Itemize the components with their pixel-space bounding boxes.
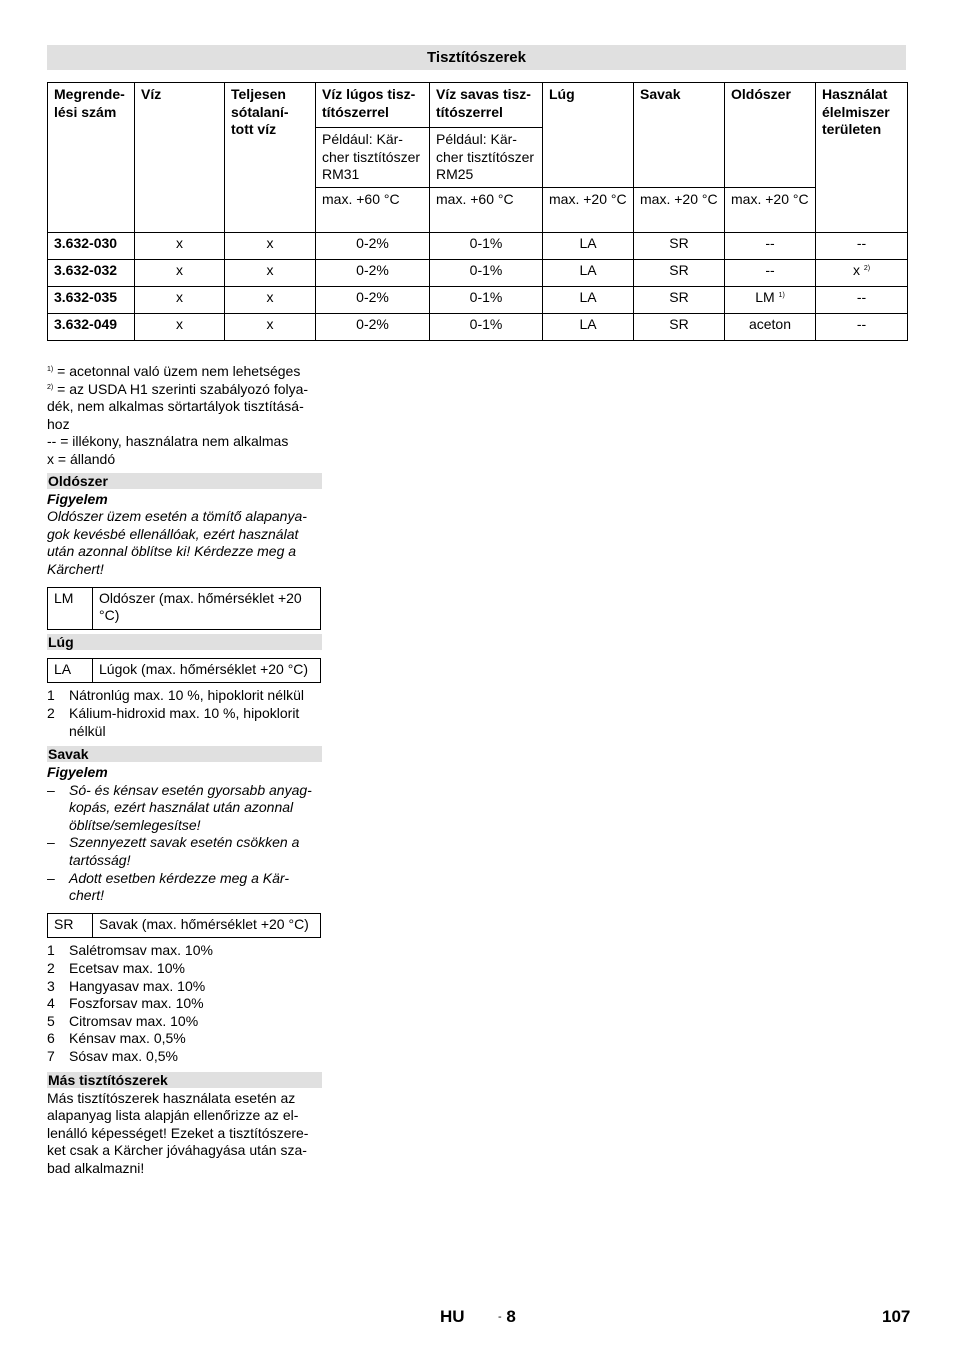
table-row: 3.632-049 x x 0-2% 0-1% LA SR aceton --	[48, 314, 908, 341]
page-number: 107	[882, 1307, 911, 1326]
example-acid: Például: Kär-cher tisztítószer RM25	[430, 128, 543, 188]
temp-acid: max. +60 °C	[430, 188, 543, 233]
list-item: 1 Salétromsav max. 10%	[47, 942, 213, 959]
header-alkaline-cleaner: Víz lúgos tisz-títószerrel	[316, 83, 430, 128]
footnote-x: x = állandó	[47, 450, 116, 467]
temp-lye: max. +20 °C	[543, 188, 634, 233]
footnote-1: $^{1)}$ = acetonnal való üzem nem lehetséges	[47, 363, 301, 379]
header-water: Víz	[135, 83, 225, 233]
footer-page: - 8	[498, 1307, 516, 1326]
attention-label: Figyelem	[47, 490, 108, 507]
list-item: 4 Foszforsav max. 10%	[47, 995, 204, 1012]
footnote-dash: -- = illékony, használatra nem alkalmas	[47, 433, 289, 450]
table-row: 3.632-035 x x 0-2% 0-1% LA SR LM $^{1)}$ --	[48, 287, 908, 314]
footer-language: HU	[440, 1307, 465, 1326]
footnote-mark: 2)	[863, 265, 871, 272]
list-item: 1 Nátronlúg max. 10 %, hipoklorit nélkül	[47, 687, 305, 704]
list-item: 2 Ecetsav max. 10%	[47, 960, 185, 977]
temp-alkaline: max. +60 °C	[316, 188, 430, 233]
header-food-use: Használat élelmiszer területen	[816, 83, 908, 233]
footnote-mark: 1)	[778, 292, 785, 299]
other-cleaners-text: Más tisztítószerek használata esetén az alapanyag lista alapján ellenőrizze az el-lenálló képességet! Ezeket a tisztítószere-ket csak a Kärcher jóváhagyása után sza-bad alkalmazni!	[47, 1089, 309, 1176]
heading-solvent: Oldószer	[47, 473, 322, 489]
heading-acids: Savak	[47, 746, 322, 762]
header-lye: Lúg	[543, 83, 634, 188]
cleaning-agents-table	[47, 82, 908, 341]
table-header-row	[48, 83, 908, 128]
header-solvent: Oldószer	[725, 83, 816, 188]
left-column	[47, 363, 322, 1178]
list-item: 7 Sósav max. 0,5%	[47, 1048, 178, 1064]
lye-code-box: LA Lúgok (max. hőmérséklet +20 °C)	[47, 658, 321, 684]
table-row: 3.632-030 x x 0-2% 0-1% LA SR -- --	[48, 233, 908, 260]
header-acid-cleaner: Víz savas tisz-títószerrel	[430, 83, 543, 128]
section-title: Tisztítószerek	[47, 45, 906, 70]
temp-acids: max. +20 °C	[634, 188, 725, 233]
table-row: 3.632-032 x x 0-2% 0-1% LA SR -- x $^{2)}$	[48, 260, 908, 287]
heading-lye: Lúg	[47, 634, 322, 650]
acids-code-box: SR Savak (max. hőmérséklet +20 °C)	[47, 913, 321, 939]
list-item: 3 Hangyasav max. 10%	[47, 977, 206, 994]
solvent-warning: Oldószer üzem esetén a tömítő alapanya-gok kevésbé ellenállóak, ezért használat után azonnal öblítse ki! Kérdezze meg a Kärchert!	[47, 508, 307, 577]
header-deionized-water: Teljesen sótalaní-tott víz	[225, 83, 316, 233]
list-item: 6 Kénsav max. 0,5%	[47, 1030, 186, 1047]
header-acids: Savak	[634, 83, 725, 188]
example-alkaline: Például: Kär-cher tisztítószer RM31	[316, 128, 430, 188]
footnote-2: $^{2)}$ = az USDA H1 szerinti szabályozó folya-dék, nem alkalmas sörtartályok tisztításá-hoz	[47, 380, 309, 432]
attention-label: Figyelem	[47, 764, 108, 781]
header-order-number: Megrende-lési szám	[48, 83, 135, 233]
temp-solvent: max. +20 °C	[725, 188, 816, 233]
list-item: – Só- és kénsav esetén gyorsabb anyag-kopás, ezért használat után azonnal öblítse/semlegesítse!	[47, 781, 312, 833]
list-item: 5 Citromsav max. 10%	[47, 1012, 199, 1029]
heading-other-cleaners: Más tisztítószerek	[47, 1072, 322, 1088]
list-item: 2 Kálium-hidroxid max. 10 %, hipoklorit nélkül	[47, 704, 300, 739]
solvent-code-box: LM Oldószer (max. hőmérséklet +20 °C)	[47, 587, 321, 630]
list-item: – Szennyezett savak esetén csökken a tartósság!	[47, 834, 300, 869]
list-item: – Adott esetben kérdezze meg a Kär-chert!	[47, 869, 289, 904]
